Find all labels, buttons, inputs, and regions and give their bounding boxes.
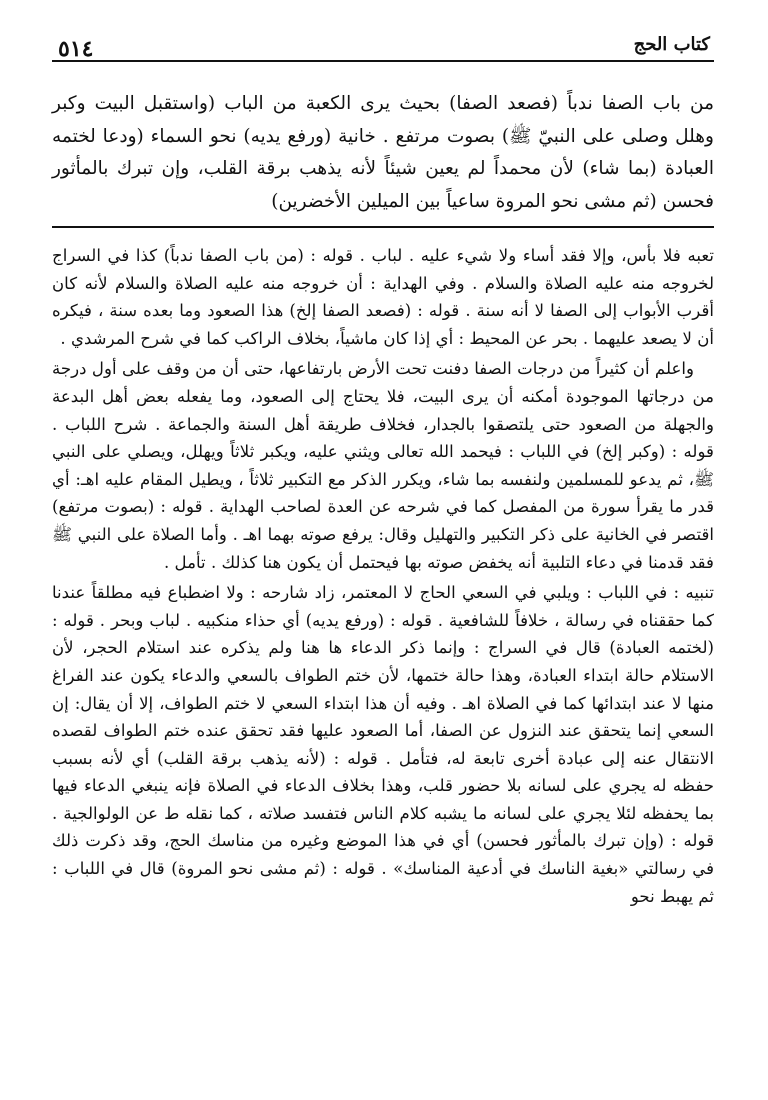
commentary-paragraph: تنبيه : في اللباب : ويلبي في السعي الحاج لا المعتمر، زاد شارحه : ولا اضطباع فيه مطلقاً عندنا كما حققناه في رسالة ، خلافاً للشافعية . قوله : (ورفع يديه) أي حذاء منكبيه . لباب وبحر . قوله : (لختمه العبادة) قال في السراج : وإنما ذكر الدعاء ها هنا ولم يذكره عند استلام الحجر، لأن الاستلام حالة ابتداء العبادة، وهذا حالة ختمها، لأن ختم الطواف بالسعي والدعاء يكون عند الفراغ منها لا عند ابتدائها كما في الصلاة اهـ . وفيه أن هذا ابتداء السعي لا ختم الطواف، إلا أن يقال: إن السعي إنما يتحقق عند النزول عن الصفا، أما الصعود عليها فقد تحقق عنده ختم الطواف لقصده الانتقال عنه إلى عبادة أخرى تابعة له، فتأمل . قوله : (لأنه يذهب برقة القلب) أي لأنه بسبب حفظه له يجري على لسانه بلا حضور قلب، وهذا بخلاف الدعاء في الصلاة فإنه ينبغي الدعاء فيها بما يحفظه لئلا يجري على لسانه ما يشبه كلام الناس فتفسد صلاته ، كما نقله ط عن الولوالجية . قوله : (وإن تبرك بالمأثور فحسن) أي في هذا الموضع وغيره من مناسك الحج، وقد ذكرت ذلك في رسالتي «بغية الناسك في أدعية المناسك» . قوله : (ثم مشى نحو المروة) قال في اللباب : ثم يهبط نحو (52, 583, 714, 906)
page-number: ٥١٤ (58, 36, 94, 62)
page-header (52, 0, 714, 62)
book-title: كتاب الحج (633, 34, 710, 55)
section-divider (52, 226, 714, 228)
commentary-paragraph: تعبه فلا بأس، وإلا فقد أساء ولا شيء عليه . لباب . قوله : (من باب الصفا ندباً) كذا في السراج لخروجه منه عليه الصلاة والسلام . وفي الهداية : أن خروجه منه عليه الصلاة والسلام لأنه كان أقرب الأبواب إلى الصفا لا أنه سنة . قوله : (فصعد الصفا إلخ) هذا الصعود وما بعده سنة ، فيكره أن لا يصعد عليهما . بحر عن المحيط : أي إذا كان ماشياً، بخلاف الراكب كما في شرح المرشدي . (52, 246, 714, 348)
main-text-paragraph: من باب الصفا ندباً (فصعد الصفا) بحيث يرى الكعبة من الباب (واستقبل البيت وكبر وهلل وصلى على النبيّ ﷺ) بصوت مرتفع . خانية (ورفع يديه) نحو السماء (ودعا لختمه العبادة (بما شاء) لأن محمداً لم يعين شيئاً لأنه يذهب برقة القلب، وإن تبرك بالمأثور فحسن (ثم مشى نحو المروة ساعياً بين الميلين الأخضرين) (52, 93, 714, 212)
commentary (52, 242, 714, 910)
commentary-paragraph: واعلم أن كثيراً من درجات الصفا دفنت تحت الأرض بارتفاعها، حتى أن من وقف على أول درجة من درجاتها الموجودة أمكنه أن يرى البيت، فلا يحتاج إلى الصعود، وما يفعله بعض أهل البدعة والجهلة من الصعود حتى يلتصقوا بالجدار، فخلاف طريقة أهل السنة والجماعة . شرح اللباب . قوله : (وكبر إلخ) في اللباب : فيحمد الله تعالى ويثني عليه، ويكبر ثلاثاً ويهلل، ويصلي على النبي ﷺ، ثم يدعو للمسلمين ولنفسه بما شاء، ويكرر الذكر مع التكبير ثلاثاً ، ويطيل المقام عليه اهـ: أي قدر ما يقرأ سورة من المفصل كما في شرحه عن العدة لصاحب الهداية . قوله : (بصوت مرتفع) اقتصر في الخانية على ذكر التكبير والتهليل وقال: يرفع صوته بهما اهـ . وأما الصلاة على النبي ﷺ فقد قدمنا في دعاء التلبية أنه يخفض صوته بها فيحتمل أن يكون هنا كذلك . تأمل . (52, 359, 714, 572)
main-text (52, 88, 714, 218)
